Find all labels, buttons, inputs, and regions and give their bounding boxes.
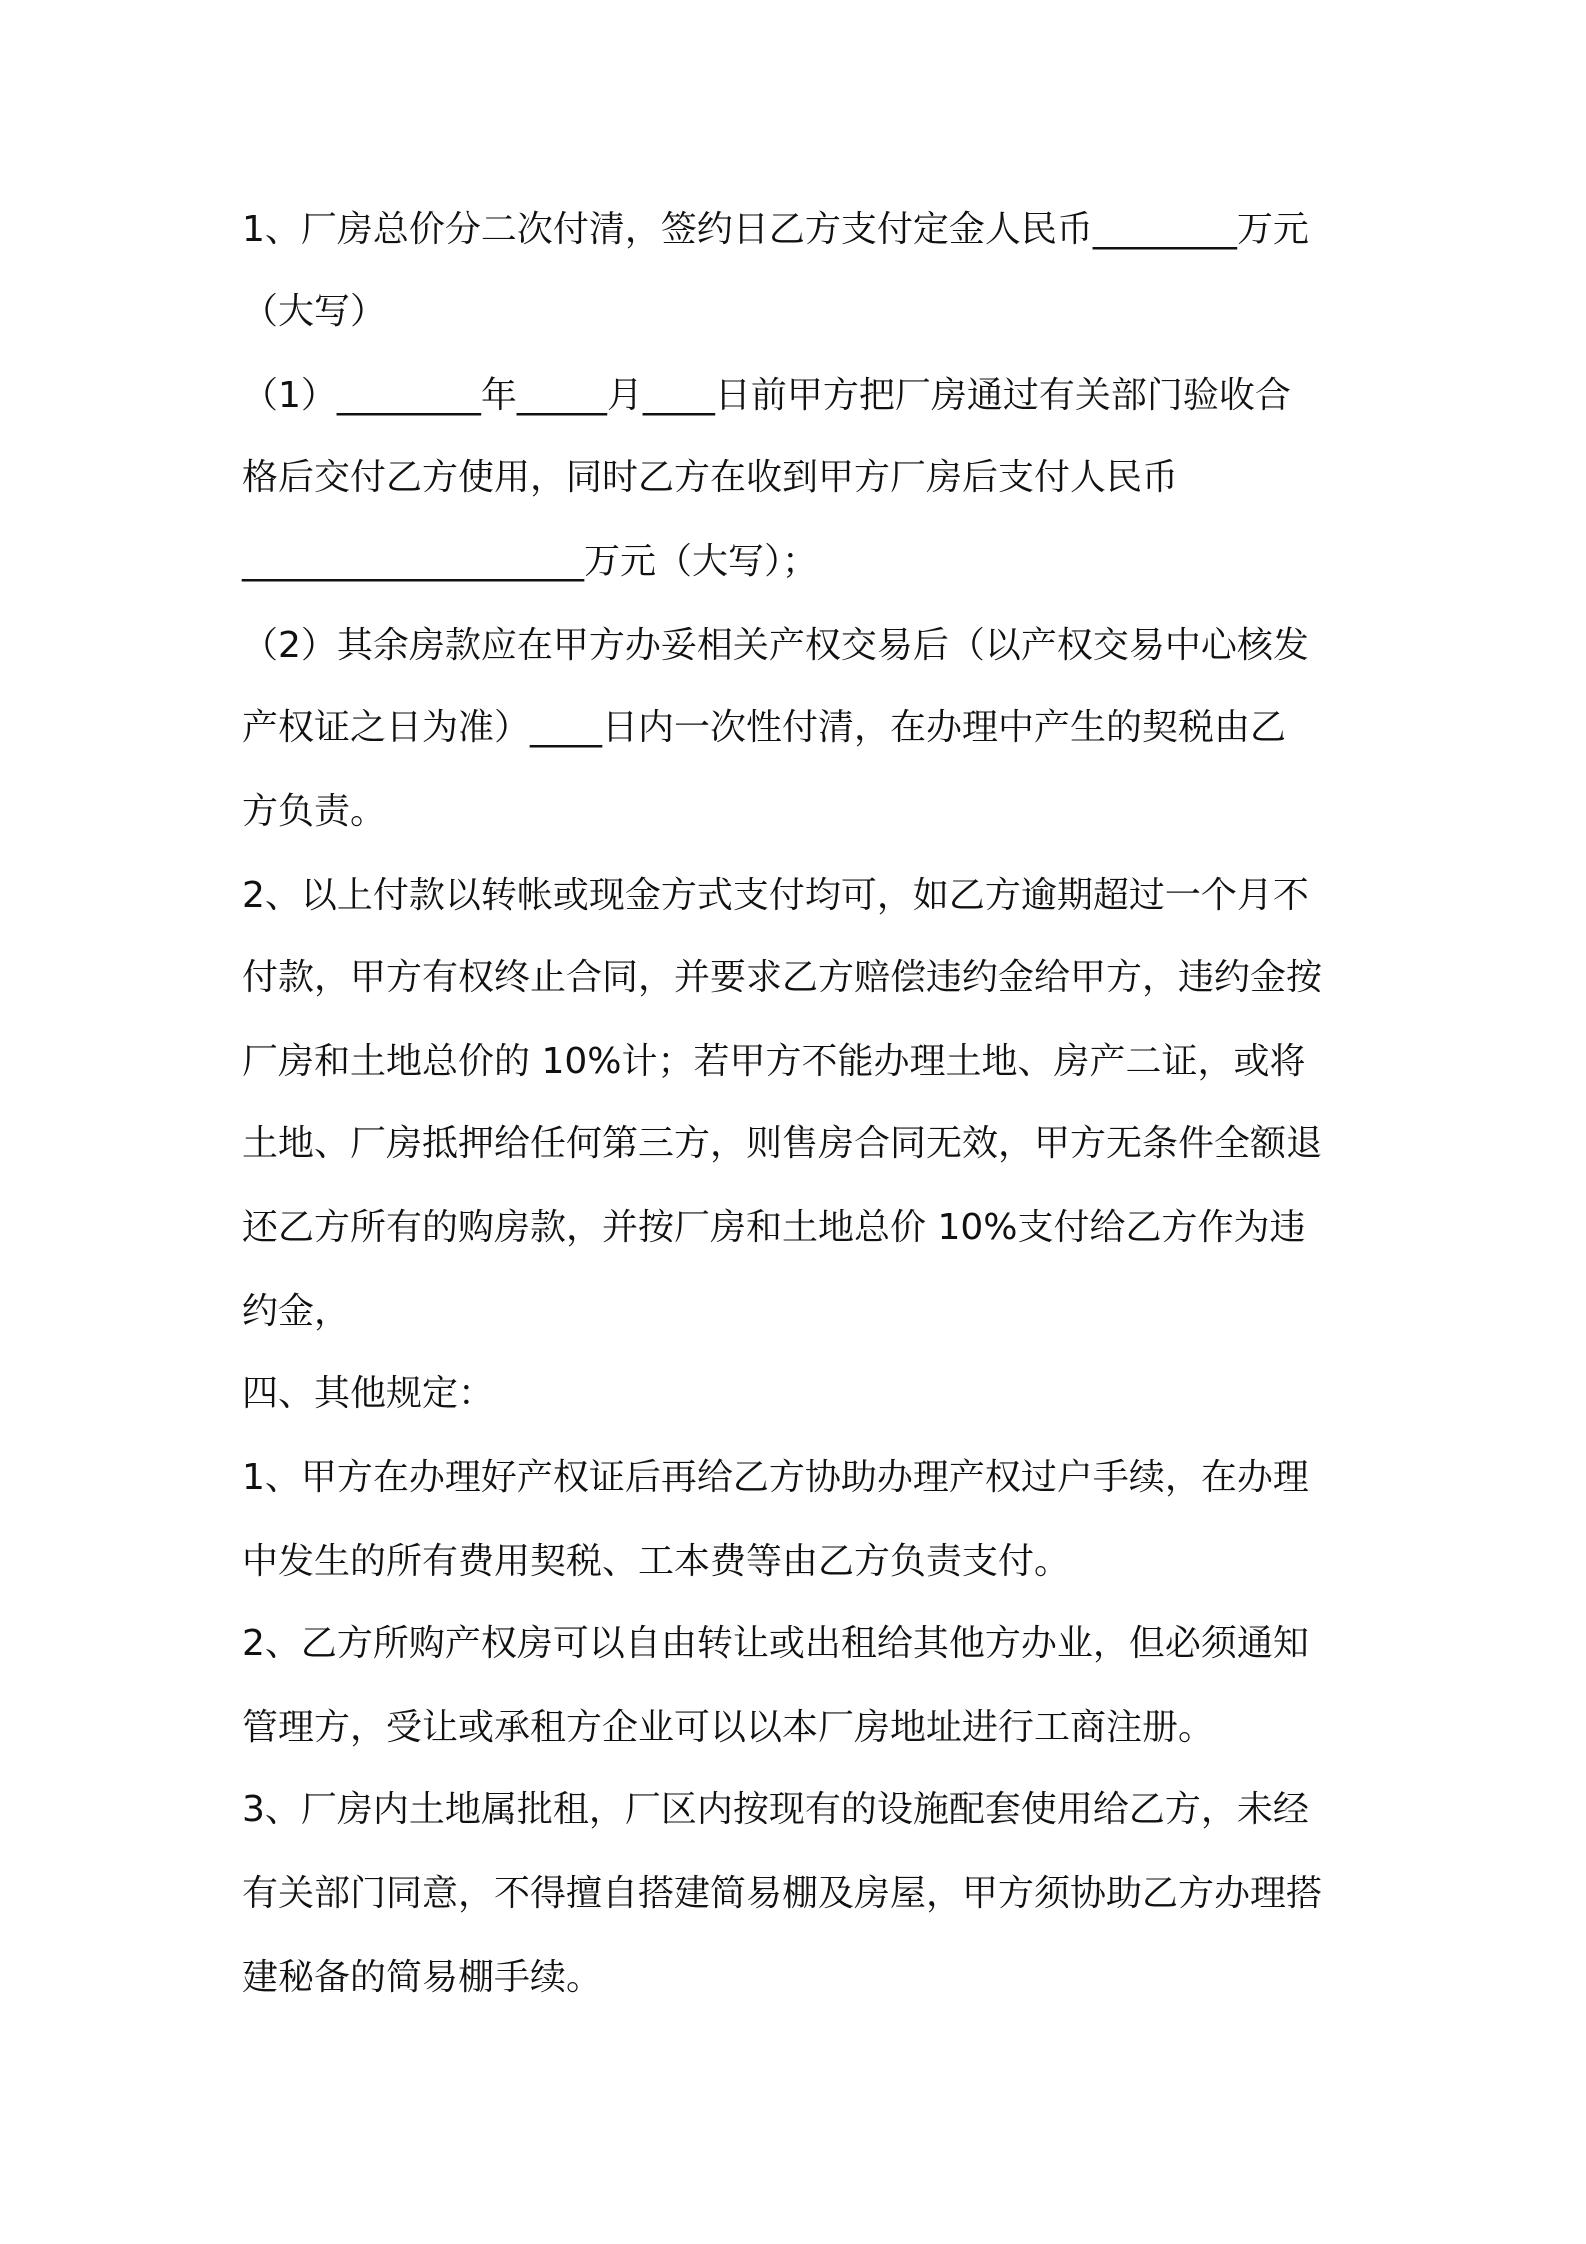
text-line-2: （大写） [242, 291, 387, 332]
text-line-21: 有关部门同意，不得擅自搭建简易棚及房屋，甲方须协助乙方办理搭 [242, 1873, 1323, 1914]
text-line-20: 3、厂房内土地属批租，厂区内按现有的设施配套使用给乙方，未经 [242, 1789, 1309, 1830]
section-heading: 四、其他规定： [242, 1373, 495, 1414]
text-line-7: 产权证之日为准）____日内一次性付清，在办理中产生的契税由乙 [242, 707, 1287, 748]
text-line-14: 约金， [242, 1291, 351, 1332]
text-line-3: （1）________年_____月____日前甲方把厂房通过有关部门验收合 [242, 375, 1291, 416]
text-line-17: 中发生的所有费用契税、工本费等由乙方负责支付。 [242, 1541, 1071, 1582]
text-line-10: 付款，甲方有权终止合同，并要求乙方赔偿违约金给甲方，违约金按 [242, 957, 1323, 998]
text-line-8: 方负责。 [242, 791, 387, 832]
text-line-6: （2）其余房款应在甲方办妥相关产权交易后（以产权交易中心核发 [242, 625, 1309, 666]
text-line-1: 1、厂房总价分二次付清，签约日乙方支付定金人民币________万元 [242, 209, 1309, 250]
text-line-11: 厂房和土地总价的 10%计；若甲方不能办理土地、房产二证，或将 [242, 1041, 1306, 1082]
text-line-13: 还乙方所有的购房款，并按厂房和土地总价 10%支付给乙方作为违 [242, 1207, 1306, 1248]
text-line-19: 管理方，受让或承租方企业可以以本厂房地址进行工商注册。 [242, 1707, 1215, 1748]
text-line-12: 土地、厂房抵押给任何第三方，则售房合同无效，甲方无条件全额退 [242, 1123, 1323, 1164]
text-line-18: 2、乙方所购产权房可以自由转让或出租给其他方办业，但必须通知 [242, 1623, 1309, 1664]
text-line-22: 建秘备的简易棚手续。 [242, 1957, 603, 1998]
text-line-16: 1、甲方在办理好产权证后再给乙方协助办理产权过户手续，在办理 [242, 1457, 1309, 1498]
text-line-5: ___________________万元（大写）； [242, 541, 819, 582]
text-line-4: 格后交付乙方使用，同时乙方在收到甲方厂房后支付人民币 [242, 457, 1179, 498]
text-line-9: 2、以上付款以转帐或现金方式支付均可，如乙方逾期超过一个月不 [242, 875, 1309, 916]
